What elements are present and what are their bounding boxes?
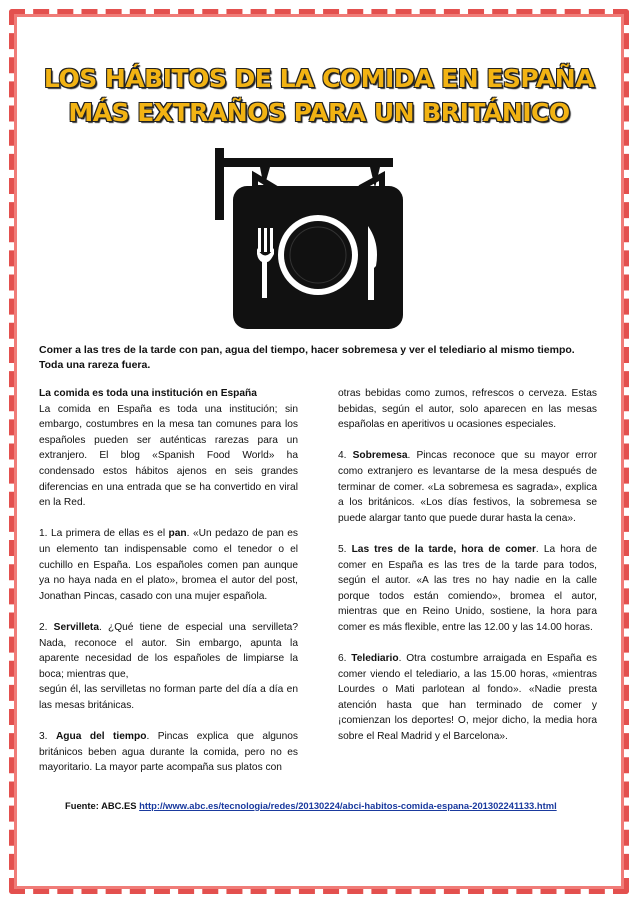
item-4: 4. Sobremesa. Pincas reconoce que su mayor error como extranjero es levantarse de la mesa después de terminar de comer. «La sobremesa es sagrada», explica a los británicos. «Los días festivos, la sobremesa se puede alargar tanto que puede durar hasta la cena». [338,450,597,524]
item-3: 3. Agua del tiempo. Pincas explica que algunos británicos beben agua durante la comida, pero no es mayoritario. La mayor parte acompaña sus platos con [39,731,299,774]
item-3-key: Agua del tiempo [55,731,147,743]
item-2-key: Servilleta [53,621,99,633]
source-line [65,800,557,811]
item-2: 2. Servilleta. ¿Qué tiene de especial una servilleta? Nada, reconoce el autor. Sin embargo, apunta la aparente necesidad de los españoles de limpiarse la boca; mientras que, según él, las servilletas no forman parte del día a día en las mesas británicas. [39,621,298,711]
item-5: 5. Las tres de la tarde, hora de comer. La hora de comer en España es las tres de la tarde para todos, según el autor. «A las tres no hay nadie en la calle porque todos están comiendo», bromea el autor, mientras que en Reino Unido, sostiene, la hora para comer es más flexible, entre las 12.00 y las 14.00 horas. [338,543,597,633]
item-6-key: Telediario [351,653,399,665]
title-line-1: LOS HÁBITOS DE LA COMIDA EN ESPAÑA [43,64,595,93]
item-1-key: pan [168,528,187,540]
source-link[interactable]: http://www.abc.es/tecnologia/redes/20130224/abci-habitos-comida-espana-201302241133.html [139,800,557,811]
title-line-2: MÁS EXTRAÑOS PARA UN BRITÁNICO [68,98,570,127]
right-column [338,386,597,760]
item-5-key: Las tres de la tarde, hora de comer [351,543,536,555]
item-3-continued: otras bebidas como zumos, refrescos o cerveza. Estas bebidas, según el autor, solo aparecen en las mesas españolas en aperitivos u ocasiones especiales. [338,388,597,431]
intro-paragraph: La comida en España es toda una institución; sin embargo, costumbres en la mesa tan comunes para los españoles pueden ser auténticas rarezas para un extranjero. El blog «Spanish Food World» ha condensado estos hábitos ajenos en seis grandes diferencias en una entrada que se ha convertido en viral en la Red. [39,403,298,509]
section-heading: La comida es toda una institución en España [39,388,257,399]
restaurant-sign-icon [200,148,420,338]
item-4-key: Sobremesa [352,450,408,462]
item-1: 1. La primera de ellas es el pan. «Un pedazo de pan es un elemento tan indispensable como el tenedor o el cuchillo en España. Los españoles comen pan aunque ya no haya nada en el plato», bromea el autor del post, Jonathan Pincas, casado con una mujer española. [39,528,298,602]
source-label: Fuente: ABC.ES [65,800,140,811]
lead-paragraph: Comer a las tres de la tarde con pan, agua del tiempo, hacer sobremesa y ver el telediario al mismo tiempo. Toda una rareza fuera. [39,344,575,371]
page-title [40,62,598,130]
left-column [39,386,298,791]
item-6: 6. Telediario. Otra costumbre arraigada en España es comer viendo el telediario, a las 15.00 horas, «mientras Lourdes o Mati parlotean al fondo». «Nadie presta atención hasta que han terminado de comer y ¡comienzan los deportes! O, mejor dicho, la media hora sobre el Real Madrid y el Barcelona». [338,653,598,743]
